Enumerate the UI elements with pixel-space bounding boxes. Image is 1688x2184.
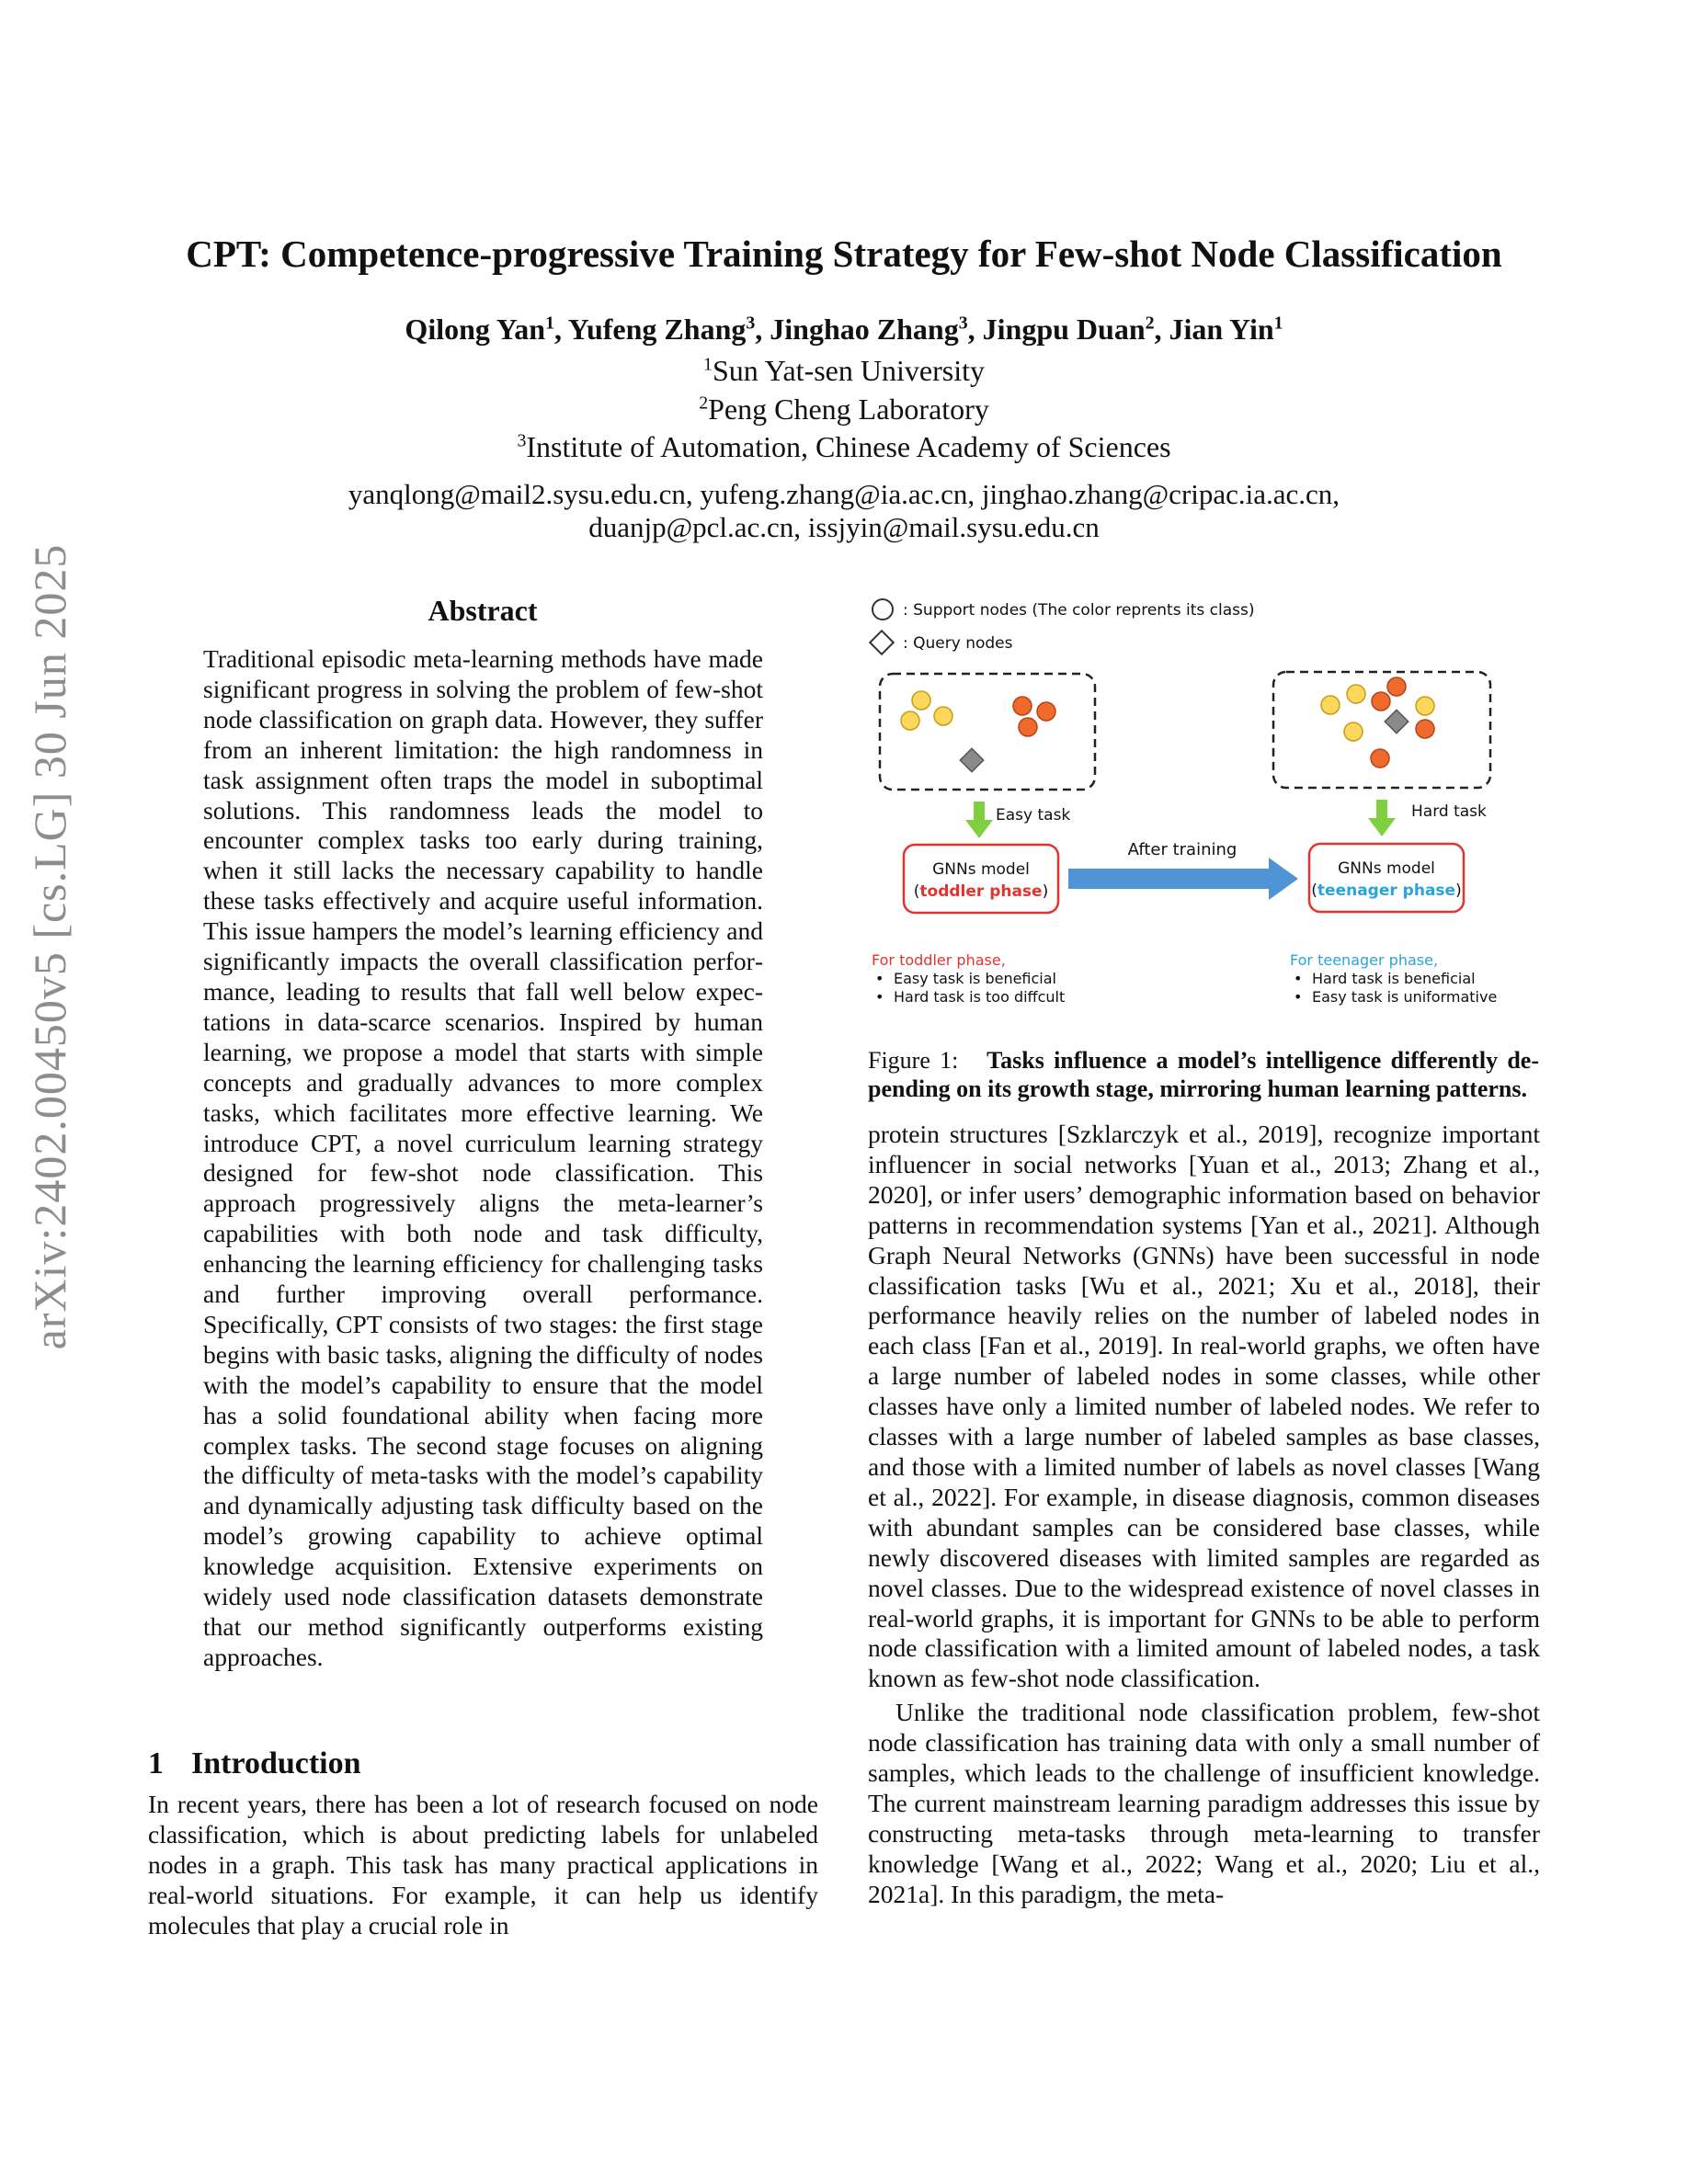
query-node (1385, 710, 1408, 733)
support-node (1321, 696, 1340, 714)
affiliation-mark: 2 (699, 392, 709, 414)
author-name: Jingpu Duan (982, 313, 1146, 346)
author-affiliation-mark: 3 (958, 313, 968, 334)
affiliation-mark: 1 (703, 354, 713, 375)
easy-task-label: Easy task (996, 806, 1071, 825)
bullet-icon: • (875, 988, 884, 1006)
author-affiliation-mark: 1 (1273, 313, 1283, 334)
support-node (1416, 720, 1434, 738)
bullet-icon: • (1294, 970, 1303, 987)
hard-task-box (1273, 672, 1490, 788)
gnn-model-toddler-box (904, 845, 1058, 913)
support-node (1037, 702, 1055, 721)
section-number: 1 (148, 1746, 164, 1780)
body-paragraph: protein structures [Szklarczyk et al., 2019], recognize important influencer in social networks [Yuan et al., 2013; Zhang et al., 2020], or infer users’ demographic information based on behavior patterns in recommendation systems [Yan et al., 2021]. Although Graph Neural Networks (GNNs) have been successful in node classification tasks [Wu et al., 2021; Xu et al., 2018], their performance heavily relies on the number of labeled nodes in each class [Fan et al., 2019]. In real-world graphs, we often have a large number of labeled nodes in some classes, while other classes have only a limited number of labeled nodes. We refer to classes with a large number of labeled samples as base classes, and those with a limited number of labels as novel classes [Wang et al., 2022]. For example, in disease diagnosis, common diseases with abundant samples can be considered base classes, while newly discovered diseases with limited samples are regarded as novel classes. Due to the widespread existence of novel classes in real-world graphs, it is important for GNNs to be able to perform node classification with a limited amount of labeled nodes, a task known as few-shot node classification. (868, 1120, 1540, 1693)
query-node (960, 748, 983, 771)
gnn-model-teenager-phase: (teenager phase) (1311, 882, 1462, 900)
support-node (912, 691, 930, 710)
query-node-legend-icon (870, 631, 893, 654)
author-name: Jinghao Zhang (770, 313, 959, 346)
affiliation-mark: 3 (517, 430, 527, 451)
easy-task-box (880, 674, 1095, 790)
toddler-phase-heading: For toddler phase, (872, 951, 1006, 969)
caption-label: Figure 1: (868, 1047, 959, 1074)
gnn-model-toddler-phase: (toddler phase) (913, 882, 1049, 901)
figure-1 (855, 586, 1545, 1018)
arxiv-stamp: arXiv:2402.00450v5 [cs.LG] 30 Jun 2025 (24, 543, 75, 1350)
section-title: Introduction (191, 1746, 361, 1780)
bullet-icon: • (1294, 988, 1303, 1006)
author-name: Qilong Yan (405, 313, 546, 346)
gnn-model-teenager-box (1309, 844, 1464, 912)
email-line: duanjp@pcl.ac.cn, issjyin@mail.sysu.edu.cn (588, 511, 1100, 543)
section-heading (148, 1746, 361, 1781)
after-training-label: After training (1127, 840, 1237, 859)
after-training-arrow-icon (1068, 858, 1298, 900)
right-column-body (868, 1120, 1540, 1910)
affiliation (0, 354, 1688, 388)
abstract-body: Traditional episodic meta-learning methods have made significant progress in solving the problem of few-shot node classification on graph data. However, they suffer from an inherent limitation: the high randomness in task assignment often traps the model in suboptimal solutions. This randomness leads the model to encounter complex tasks too early during training, when it still lacks the necessary capability to handle these tasks effectively and acquire useful information. This issue hampers the model’s learning efficiency and significantly impacts the overall classification performance, leading to results that fall well below expectations in data-scarce scenarios. Inspired by human learning, we propose a model that starts with simple concepts and gradually advances to more complex tasks, which facilitates more effective learning. We introduce CPT, a novel curriculum learning strategy designed for few-shot node classification. This approach progressively aligns the meta-learner’s capabilities with both node and task difficulty, enhancing the learning efficiency for challenging tasks and further improving overall performance. Specifically, CPT consists of two stages: the first stage begins with basic tasks, aligning the difficulty of nodes with the model’s capability to ensure that the model has a solid foundational ability when facing more complex tasks. The second stage focuses on aligning the difficulty of meta-tasks with the model’s capability and dynamically adjusting task difficulty based on the model’s growing capability to achieve optimal knowledge acquisition. Extensive experiments on widely used node classification datasets demonstrate that our method significantly outperforms existing approaches. (203, 644, 763, 1671)
figure-1-diagram (855, 586, 1545, 1018)
bullet-icon: • (875, 970, 884, 987)
support-node (934, 707, 952, 725)
hard-task-label: Hard task (1411, 802, 1487, 821)
support-node (1347, 685, 1365, 703)
support-node (1371, 749, 1389, 768)
author-emails (0, 478, 1688, 544)
gnn-model-teenager-title: GNNs model (1338, 859, 1435, 878)
author-affiliation-mark: 1 (545, 313, 554, 334)
legend-support-label: : Support nodes (The color reprents its class) (903, 601, 1255, 620)
down-arrow-left-icon (965, 802, 993, 838)
figure-caption (868, 1046, 1539, 1103)
teenager-note: Hard task is beneficial (1312, 970, 1476, 987)
paper-title: CPT: Competence-progressive Training Strategy for Few-shot Node Classification (186, 233, 1502, 275)
support-node (1387, 677, 1406, 696)
support-node (1372, 692, 1390, 711)
author-affiliation-mark: 3 (746, 313, 756, 334)
author-name: Yufeng Zhang (567, 313, 747, 346)
author-name: Jian Yin (1169, 313, 1274, 346)
affiliation-name: Sun Yat-sen University (712, 354, 985, 387)
author-list: Qilong Yan$^1$, Yufeng Zhang$^3$, Jinghao Zhang$^3$, Jingpu Duan$^2$, Jian Yin$^1$ (405, 313, 1283, 346)
author-affiliation-mark: 2 (1145, 313, 1155, 334)
support-node-legend-icon (873, 599, 893, 620)
legend-query-label: : Query nodes (903, 634, 1013, 653)
caption-text: Tasks influence a model’s intelligence differently depending on its growth stage, mirroring human learning patterns. (868, 1047, 1540, 1102)
email-line: yanqlong@mail2.sysu.edu.cn, yufeng.zhang@ia.ac.cn, jinghao.zhang@cripac.ia.ac.cn, (348, 478, 1340, 510)
affiliation-name: Peng Cheng Laboratory (708, 392, 989, 426)
affiliation-name: Institute of Automation, Chinese Academy of Sciences (526, 430, 1171, 463)
affiliation (0, 430, 1688, 464)
toddler-note: Easy task is beneficial (894, 970, 1056, 987)
teenager-note: Easy task is uniformative (1312, 988, 1498, 1006)
affiliation (0, 392, 1688, 427)
support-node (1019, 718, 1037, 736)
down-arrow-right-icon (1368, 800, 1396, 836)
support-node (901, 711, 919, 730)
support-node (1344, 722, 1363, 741)
body-paragraph: Unlike the traditional node classification problem, few-shot node classification has training data with only a small number of samples, which leads to the challenge of insufficient knowledge. The current mainstream learning paradigm addresses this issue by constructing meta-tasks through meta-learning to transfer knowledge [Wang et al., 2022; Wang et al., 2020; Liu et al., 2021a]. In this paradigm, the meta- (868, 1698, 1540, 1908)
abstract-heading: Abstract (428, 594, 538, 627)
support-node (1013, 697, 1032, 715)
teenager-phase-heading: For teenager phase, (1290, 951, 1439, 969)
toddler-note: Hard task is too diffcult (894, 988, 1066, 1006)
intro-paragraph: In recent years, there has been a lot of research focused on node classification, which is about predicting labels for unlabeled nodes in a graph. This task has many practical applications in real-world situations. For example, it can help us identify molecules that play a crucial role in (148, 1790, 818, 1939)
gnn-model-toddler-title: GNNs model (932, 860, 1030, 879)
support-node (1416, 697, 1434, 715)
